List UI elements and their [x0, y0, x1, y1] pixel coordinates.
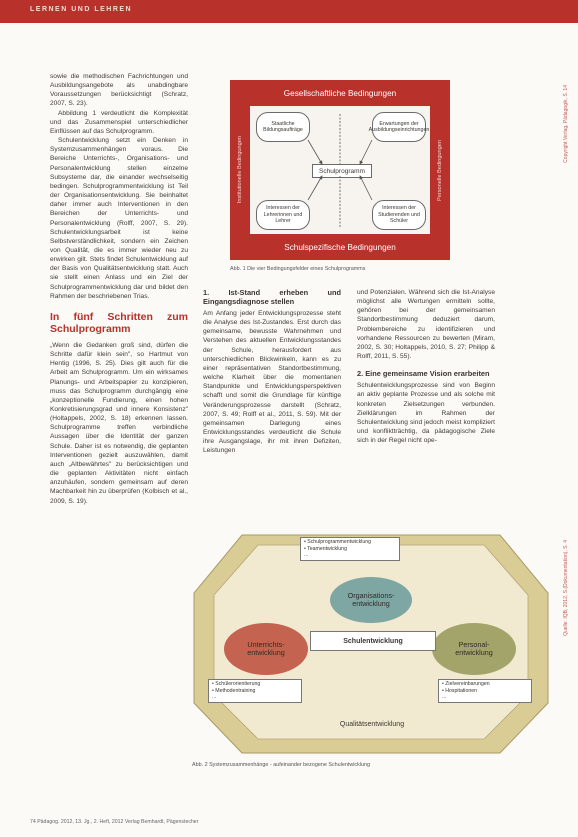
paragraph: Schulentwicklungsprozesse sind von Beginn an aktiv geplante Prozesse und als solche mit konkreten Zielsetzungen verbunden. Zielklärungen im Rahmen der Schulentwicklung sind jedoch meist kompliziert und konfliktträchtig, da pädagogische Ziele sich in der Regel nicht ope- — [357, 382, 495, 445]
section-heading: 1. Ist-Stand erheben und Eingangsdiagnose stellen — [203, 288, 341, 306]
side-note-upper: Copyright Verlag, Pädagogik, S. 14 — [563, 85, 569, 163]
side-note-lower: Quelle: IQB, 2012, S.(Dokumentation), S. 4 — [563, 540, 569, 636]
column-1 — [50, 72, 188, 506]
column-2 — [203, 288, 341, 456]
figure-1-left-label: Institutionelle Bedingungen — [237, 136, 243, 204]
figure-1-top-label: Gesellschaftliche Bedingungen — [283, 88, 397, 98]
figure-2-personal-ellipse: Personal- entwicklung — [432, 623, 516, 675]
paragraph: Abbildung 1 verdeutlicht die Komplexität und das Zusammenspiel unterschiedlicher Einflüssen auf das Schulprogramm. — [50, 109, 188, 135]
paragraph: und Potenzialen. Während sich die Ist-Analyse möglichst alle Wertungen ermitteln sollte, gehören bei der gemeinsamen Standortbestimmung deduziert darum, Problembereiche zu identifizieren und vorhandene Ressourcen zu bewerten (Miram, 2002, S. 30; Holtappels, 2010, S. 27; Philipp & Rolff, 2011, S. 55). — [357, 289, 495, 361]
section-label: LERNEN UND LEHREN — [30, 6, 133, 13]
footer: 74 Pädagog. 2012, 13. Jg., 2. Heft, 2012 Verlag Bemhardt, Pägenstecher — [30, 819, 199, 825]
figure-2-caption: Abb. 2 Systemzusammenhänge - aufeinander bezogene Schulentwicklung — [192, 762, 371, 768]
figure-1-arrows — [250, 106, 430, 234]
figure-1-box: Staatliche Bildungsaufträge — [256, 112, 310, 142]
section-heading: In fünf Schritten zum Schulprogramm — [50, 310, 188, 336]
paragraph: Am Anfang jeder Entwicklungsprozesse steht die Analyse des Ist-Zustandes. Erst durch das gemeinsame, bewusste Wahrnehmen und Verstehen des aktuellen Entwicklungsstandes der Schule, herausfordert aus unterschiedlichen Blickwinkeln, kann es zu einer repräsentativen Standortbestimmung, welche Klarheit über die momentanen Standpunkte und Entwicklungsperspektiven schafft und somit die Grundlage für künftige Veränderungsprozesse darstellt (Schratz, 2007, S. 49; Rolff et al., 2011, S. 59). Mit der gemeinsamen Darlegung eines Entwicklungsstandes verdeutlicht die Schule ihre Ausgangslage, ihr mit ihren Defiziten, Leistungen — [203, 310, 341, 455]
figure-1-body — [250, 106, 430, 234]
figure-1-box: Interessen der Lehrerinnen und Lehrer — [256, 200, 310, 230]
column-3 — [357, 288, 495, 445]
figure-1-box: Erwartungen der Ausbildungseinrichtungen — [372, 112, 426, 142]
figure-1-box: Interessen der Studierenden und Schüler — [372, 200, 426, 230]
paragraph: sowie die methodischen Fachrichtungen und Ausbildungsangebote als unabdingbare Voraussetzungen berücksichtigt (Schratz, 2007, S. 23). — [50, 73, 188, 108]
figure-2-list-left: • Schülerorientierung • Methodentraining ... — [208, 679, 302, 703]
figure-1-center: Schulprogramm — [312, 164, 372, 178]
section-heading: 2. Eine gemeinsame Vision erarbeiten — [357, 369, 490, 379]
figure-2-list-top: • Schulprogrammentwicklung • Teamentwicklung ... — [300, 537, 400, 561]
figure-1-caption: Abb. 1 Die vier Bedingungsfelder eines Schulprogramms — [230, 266, 366, 272]
figure-2 — [192, 533, 550, 755]
paragraph: „Wenn die Gedanken groß sind, dürfen die Schritte dafür klein sein", so Hartmut von Hentig (1996, S. 25). Dies gilt auch für die Arbeit am Schulprogramm. Um ein wirksames Planungs- und Arbeitspapier zu konzipieren, muss das Schulprogramm durchgängig eine „konzeptionelle Fundierung, einen hohen Konkretisierungsgrad und innere Konsistenz" (Holtappels, 2002, S. 18) erkennen lassen. Schulprogramme treffen verbindliche Aussagen über die Identität der ganzen Schule. Daher ist es notwendig, die geplanten Interventionen gezielt auszuwählen, damit auch „Altbewährtes" zu berücksichtigen und die geplanten Aktivitäten nicht einfach anzuhäufen, sondern gemeinsam auf deren Machbarkeit hin zu überprüfen (Kolbisch et al., 2009, S. 19). — [50, 341, 188, 505]
figure-2-org-ellipse: Organisations- entwicklung — [330, 577, 412, 623]
figure-2-unterricht-ellipse: Unterrichts- entwicklung — [224, 623, 308, 675]
figure-2-center: Schulentwicklung — [310, 631, 436, 651]
paragraph: Schulentwicklung setzt ein Denken in Systemzusammenhängen voraus. Die Bereiche Unterrichts-, Organisations- und Personalentwicklung stellen einzelne Subsysteme dar, die einander wechselseitig bedingen. Schulprogrammentwicklung ist Teil der Organisationsentwicklung. Sie beinhaltet daher immer auch Interventionen in den Bereichen der Unterrichts- und Personalentwicklung (Rolff, 2007, S. 29). Schulentwicklungsarbeit ist keine Selbstverständlichkeit, sondern ein Zeichen von Qualität, die es immer wieder neu zu erwirken gilt. Stets findet Schulentwicklung auf der Basis von Qualitätsentwicklung statt. Auch sie stellt einen Anlass und ein Ziel der Schulprogrammentwicklung dar und bildet den Rahmen der beschriebenen Trias. — [50, 137, 188, 300]
figure-1 — [230, 80, 450, 260]
figure-1-right-label: Personelle Bedingungen — [437, 139, 443, 201]
figure-1-bottom-label: Schulspezifische Bedingungen — [284, 242, 396, 252]
figure-2-outer-label: Qualitätsentwicklung — [339, 721, 405, 728]
figure-2-list-right: • Zielvereinbarungen • Hospitationen ... — [438, 679, 532, 703]
